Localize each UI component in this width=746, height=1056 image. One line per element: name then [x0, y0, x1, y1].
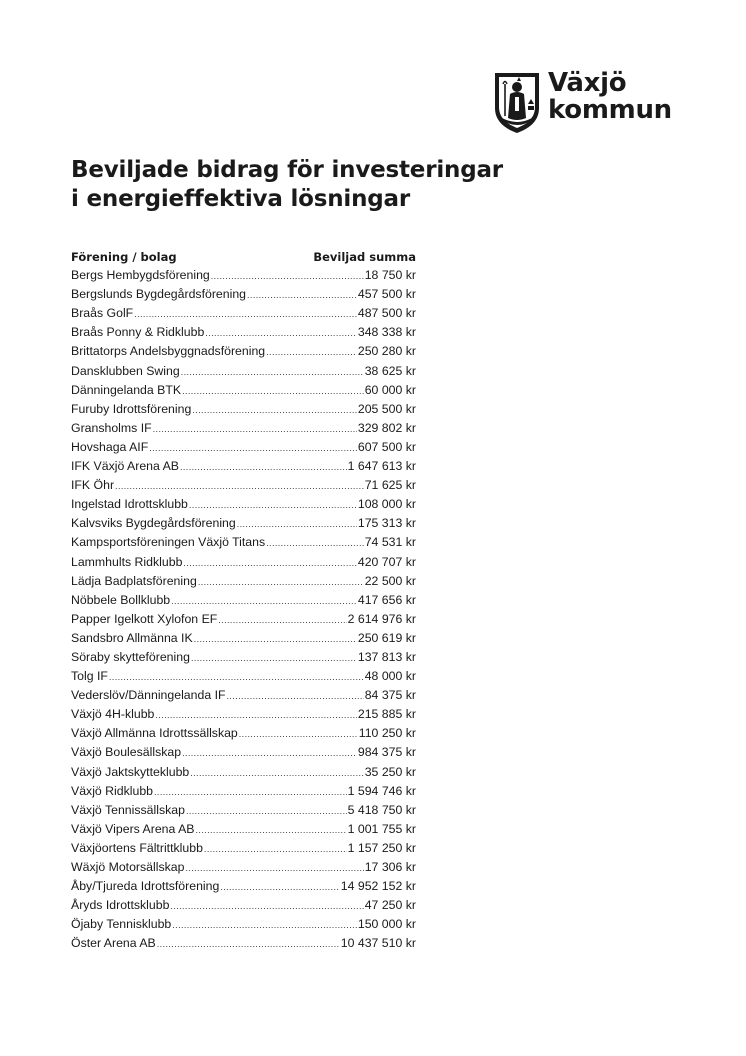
dot-leader [189, 496, 357, 514]
organisation-name: Ingelstad Idrottsklubb [71, 497, 188, 512]
organisation-name: Öjaby Tennisklubb [71, 917, 172, 932]
granted-amount: 2 614 976 kr [347, 611, 416, 626]
granted-amount: 18 750 kr [364, 268, 416, 283]
organisation-name: Braås GolF [71, 306, 134, 321]
table-row [71, 495, 416, 514]
organisation-name: Bergs Hembygdsförening [71, 268, 210, 283]
table-row [71, 858, 416, 877]
dot-leader [182, 744, 357, 762]
organisation-name: Kalvsviks Bygdegårdsförening [71, 516, 236, 531]
vaxjo-kommun-logo [492, 70, 672, 134]
organisation-name: Lammhults Ridklubb [71, 554, 183, 569]
dot-leader [196, 821, 347, 839]
granted-amount: 1 647 613 kr [347, 459, 416, 474]
table-row [71, 266, 416, 285]
organisation-name: Växjö 4H-klubb [71, 707, 155, 722]
granted-amount: 205 500 kr [357, 401, 416, 416]
granted-amount: 110 250 kr [358, 726, 416, 741]
organisation-name: Söraby skytteförening [71, 649, 190, 664]
organisation-name: Öster Arena AB [71, 936, 156, 951]
dot-leader [157, 935, 340, 953]
dot-leader [266, 534, 364, 552]
grants-table [71, 248, 416, 953]
table-row [71, 667, 416, 686]
dot-leader [192, 401, 357, 419]
organisation-name: Växjö Tennissällskap [71, 802, 185, 817]
organisation-name: Wäxjö Motorsällskap [71, 860, 185, 874]
dot-leader [183, 554, 356, 572]
dot-leader [237, 515, 357, 533]
organisation-name: Dansklubben Swing [71, 363, 180, 378]
granted-amount: 17 306 kr [364, 860, 416, 874]
table-row [71, 763, 416, 782]
dot-leader [186, 802, 347, 820]
header-amount: Beviljad summa [313, 250, 416, 264]
granted-amount: 74 531 kr [364, 535, 416, 550]
table-row [71, 743, 416, 762]
table-row [71, 419, 416, 438]
table-row [71, 686, 416, 705]
dot-leader [115, 477, 364, 495]
dot-leader [190, 764, 363, 782]
table-row [71, 629, 416, 648]
dot-leader [109, 668, 364, 686]
granted-amount: 10 437 510 kr [340, 936, 416, 951]
page-title [71, 156, 503, 214]
dot-leader [194, 630, 357, 648]
granted-amount: 984 375 kr [357, 745, 416, 760]
organisation-name: Växjöortens Fältrittklubb [71, 840, 203, 855]
table-row [71, 705, 416, 724]
dot-leader [239, 725, 358, 743]
dot-leader [198, 573, 364, 591]
title-line-2: i energieffektiva lösningar [71, 186, 410, 212]
granted-amount: 329 802 kr [357, 420, 416, 435]
table-row [71, 839, 416, 858]
logo-line-1: Växjö [548, 68, 627, 98]
dot-leader [227, 687, 364, 705]
organisation-name: Hovshaga AIF [71, 439, 149, 454]
granted-amount: 607 500 kr [357, 439, 416, 454]
organisation-name: IFK Växjö Arena AB [71, 459, 179, 474]
title-line-1: Beviljade bidrag för investeringar [71, 157, 503, 183]
granted-amount: 348 338 kr [357, 325, 416, 340]
dot-leader [180, 458, 347, 476]
organisation-name: Växjö Boulesällskap [71, 745, 182, 760]
dot-leader [220, 878, 339, 896]
granted-amount: 215 885 kr [357, 707, 416, 722]
granted-amount: 48 000 kr [364, 669, 416, 684]
organisation-name: Gransholms IF [71, 420, 152, 435]
organisation-name: Sandsbro Allmänna IK [71, 630, 193, 645]
dot-leader [171, 592, 357, 610]
organisation-name: Bergslunds Bygdegårdsförening [71, 287, 247, 302]
organisation-name: Papper Igelkott Xylofon EF [71, 611, 218, 626]
dot-leader [247, 286, 357, 304]
dot-leader [154, 783, 347, 801]
table-row [71, 457, 416, 476]
dot-leader [181, 363, 364, 381]
organisation-name: Tolg IF [71, 669, 108, 684]
table-row [71, 724, 416, 743]
dot-leader [218, 611, 346, 629]
table-row [71, 877, 416, 896]
dot-leader [182, 382, 364, 400]
table-row [71, 381, 416, 400]
table-row [71, 514, 416, 533]
granted-amount: 487 500 kr [357, 306, 416, 321]
table-row [71, 782, 416, 801]
dot-leader [149, 439, 357, 457]
organisation-name: Furuby Idrottsförening [71, 401, 192, 416]
granted-amount: 417 656 kr [357, 592, 416, 607]
granted-amount: 35 250 kr [364, 764, 416, 779]
granted-amount: 1 001 755 kr [347, 821, 416, 836]
organisation-name: Lädja Badplatsförening [71, 573, 197, 588]
table-row [71, 915, 416, 934]
organisation-name: Åryds Idrottsklubb [71, 898, 170, 913]
granted-amount: 137 813 kr [357, 649, 416, 664]
table-row [71, 323, 416, 342]
table-row [71, 285, 416, 304]
granted-amount: 84 375 kr [364, 688, 416, 703]
organisation-name: Växjö Jaktskytteklubb [71, 764, 190, 779]
organisation-name: Brittatorps Andelsbyggnadsförening [71, 344, 266, 359]
granted-amount: 250 280 kr [357, 344, 416, 359]
table-row [71, 591, 416, 610]
table-row [71, 362, 416, 381]
granted-amount: 457 500 kr [357, 287, 416, 302]
table-row [71, 533, 416, 552]
organisation-name: Dänningelanda BTK [71, 382, 182, 397]
organisation-name: Nöbbele Bollklubb [71, 592, 171, 607]
granted-amount: 5 418 750 kr [347, 802, 416, 817]
organisation-name: Braås Ponny & Ridklubb [71, 325, 205, 340]
table-row [71, 553, 416, 572]
table-row [71, 610, 416, 629]
table-row [71, 400, 416, 419]
dot-leader [134, 305, 357, 323]
dot-leader [191, 649, 357, 667]
dot-leader [185, 859, 363, 877]
granted-amount: 22 500 kr [364, 573, 416, 588]
table-row [71, 934, 416, 953]
table-header [71, 248, 416, 266]
granted-amount: 250 619 kr [357, 630, 416, 645]
granted-amount: 1 594 746 kr [347, 783, 416, 798]
dot-leader [266, 343, 357, 361]
granted-amount: 150 000 kr [357, 917, 416, 932]
dot-leader [153, 420, 357, 438]
table-row [71, 648, 416, 667]
table-row [71, 572, 416, 591]
granted-amount: 108 000 kr [357, 497, 416, 512]
organisation-name: Växjö Allmänna Idrottssällskap [71, 726, 238, 741]
table-row [71, 820, 416, 839]
table-row [71, 896, 416, 915]
granted-amount: 420 707 kr [357, 554, 416, 569]
granted-amount: 14 952 152 kr [340, 879, 416, 894]
organisation-name: IFK Öhr [71, 478, 115, 493]
table-row [71, 342, 416, 361]
dot-leader [172, 916, 357, 934]
granted-amount: 60 000 kr [364, 382, 416, 397]
organisation-name: Åby/Tjureda Idrottsförening [71, 879, 220, 894]
table-row [71, 476, 416, 495]
dot-leader [204, 840, 347, 858]
dot-leader [155, 706, 356, 724]
dot-leader [170, 897, 363, 915]
granted-amount: 175 313 kr [357, 516, 416, 531]
logo-line-2: kommun [548, 95, 672, 125]
table-row [71, 801, 416, 820]
organisation-name: Vederslöv/Dänningelanda IF [71, 688, 226, 703]
granted-amount: 1 157 250 kr [347, 840, 416, 855]
header-organisation: Förening / bolag [71, 250, 177, 264]
dot-leader [205, 324, 357, 342]
table-row [71, 438, 416, 457]
organisation-name: Kampsportsföreningen Växjö Titans [71, 535, 266, 550]
granted-amount: 38 625 kr [364, 363, 416, 378]
granted-amount: 71 625 kr [364, 478, 416, 493]
coat-of-arms-icon [492, 70, 542, 134]
table-body [71, 266, 416, 953]
granted-amount: 47 250 kr [364, 898, 416, 913]
organisation-name: Växjö Vipers Arena AB [71, 821, 195, 836]
organisation-name: Växjö Ridklubb [71, 783, 154, 798]
table-row [71, 304, 416, 323]
dot-leader [211, 267, 364, 285]
